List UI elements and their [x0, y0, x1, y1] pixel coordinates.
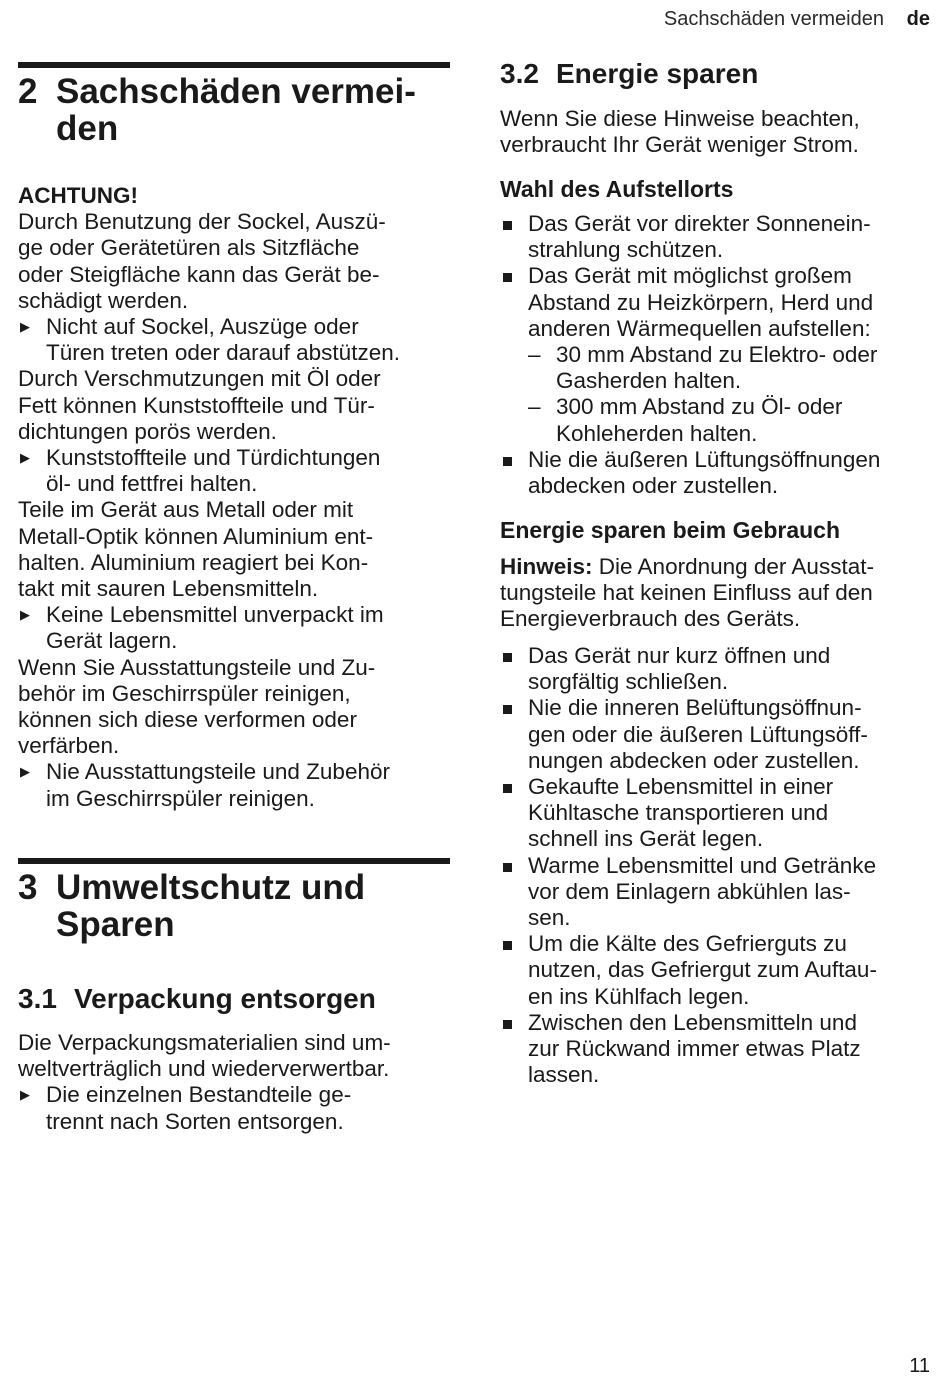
chapter-title-line2: Sparen [56, 905, 175, 944]
square-bullet-icon [503, 784, 512, 793]
chapter-rule [18, 62, 450, 68]
list-item: Um die Kälte des Gefrierguts zu nutzen, das Gefriergut zum Auftau- en ins Kühlfach legen. [500, 931, 940, 1010]
chapter-number: 3 [18, 868, 38, 907]
action-step: ▶ Kunststoffteile und Türdichtungen öl- und fettfrei halten. [20, 445, 381, 497]
action-step: ▶ Keine Lebensmittel unverpackt im Gerät lagern. [20, 602, 384, 654]
triangle-bullet-icon: ▶ [20, 319, 30, 335]
list-item: Das Gerät nur kurz öffnen und sorgfältig schließen. [500, 643, 940, 695]
warning-label: ACHTUNG! [18, 183, 138, 208]
note-paragraph: Hinweis: Die Anordnung der Ausstat- tungsteile hat keinen Einfluss auf den Energieverbrauch des Geräts. [500, 554, 874, 632]
paragraph: Teile im Gerät aus Metall oder mit Metall-Optik können Aluminium ent- halten. Aluminium reagiert bei Kon- takt mit sauren Lebensmitteln. [18, 497, 374, 602]
section-3-2-heading: 3.2 Energie sparen [500, 58, 759, 89]
square-bullet-icon [503, 221, 512, 230]
chapter-rule [18, 858, 450, 864]
square-bullet-icon [503, 1020, 512, 1029]
list-item: Das Gerät mit möglichst großem Abstand zu Heizkörpern, Herd und anderen Wärmequellen aufstellen: [500, 263, 940, 342]
left-body-2 [18, 1030, 458, 1135]
triangle-bullet-icon: ▶ [20, 1087, 30, 1103]
right-list-1 [500, 211, 940, 499]
square-bullet-icon [503, 705, 512, 714]
chapter-3-heading [18, 869, 450, 943]
sub-list-item: – 300 mm Abstand zu Öl- oder Kohleherden halten. [528, 394, 843, 446]
triangle-bullet-icon: ▶ [20, 450, 30, 466]
triangle-bullet-icon: ▶ [20, 607, 30, 623]
action-step: ▶ Nie Ausstattungsteile und Zubehör im Geschirrspüler reinigen. [20, 759, 390, 811]
paragraph: Durch Verschmutzungen mit Öl oder Fett können Kunststoffteile und Tür- dichtungen porös werden. [18, 366, 381, 444]
chapter-title-line1: Sachschäden vermei- [56, 72, 416, 111]
chapter-number: 2 [18, 72, 38, 111]
right-list-2 [500, 643, 940, 1088]
chapter-title-line2: den [56, 109, 119, 148]
paragraph: Die Verpackungsmaterialien sind um- weltverträglich und wiederverwertbar. [18, 1030, 391, 1082]
square-bullet-icon [503, 457, 512, 466]
subheading-usage: Energie sparen beim Gebrauch [500, 517, 841, 543]
square-bullet-icon [503, 863, 512, 872]
page-number: 11 [909, 1355, 930, 1377]
right-note [500, 554, 940, 633]
square-bullet-icon [503, 273, 512, 282]
dash-bullet-icon: – [528, 342, 541, 368]
square-bullet-icon [503, 941, 512, 950]
note-label: Hinweis: [500, 554, 593, 579]
action-step: ▶ Nicht auf Sockel, Auszüge oder Türen treten oder darauf abstützen. [20, 314, 400, 366]
list-item: Warme Lebensmittel und Getränke vor dem Einlagern abkühlen las- sen. [500, 853, 940, 932]
dash-bullet-icon: – [528, 394, 541, 420]
list-item: Zwischen den Lebensmitteln und zur Rückwand immer etwas Platz lassen. [500, 1010, 940, 1089]
list-item: Das Gerät vor direkter Sonnenein- strahlung schützen. [500, 211, 940, 263]
running-header-title: Sachschäden vermeiden [663, 8, 884, 30]
chapter-2-heading [18, 73, 450, 147]
paragraph: Wenn Sie diese Hinweise beachten, verbraucht Ihr Gerät weniger Strom. [500, 106, 860, 158]
chapter-title-line1: Umweltschutz und [56, 868, 366, 907]
subheading-location: Wahl des Aufstellorts [500, 176, 734, 202]
list-item: Gekaufte Lebensmittel in einer Kühltasche transportieren und schnell ins Gerät legen. [500, 774, 940, 853]
language-tag: de [906, 8, 930, 30]
action-step: ▶ Die einzelnen Bestandteile ge- trennt nach Sorten entsorgen. [20, 1082, 352, 1134]
right-intro [500, 106, 940, 158]
list-item: Nie die inneren Belüftungsöffnun- gen oder die äußeren Lüftungsöff- nungen abdecken oder zustellen. [500, 695, 940, 774]
paragraph: Wenn Sie Ausstattungsteile und Zu- behör im Geschirrspüler reinigen, können sich diese verformen oder verfärben. [18, 654, 376, 759]
sub-list-item: – 30 mm Abstand zu Elektro- oder Gasherden halten. [528, 342, 878, 394]
section-3-1-heading: 3.1 Verpackung entsorgen [18, 983, 376, 1014]
triangle-bullet-icon: ▶ [20, 764, 30, 780]
list-item: Nie die äußeren Lüftungsöffnungen abdecken oder zustellen. [500, 447, 940, 499]
paragraph: Durch Benutzung der Sockel, Auszü- ge oder Gerätetüren als Sitzfläche oder Steigfläche kann das Gerät be- schädigt werden. [18, 209, 386, 313]
left-body [18, 183, 458, 812]
square-bullet-icon [503, 653, 512, 662]
